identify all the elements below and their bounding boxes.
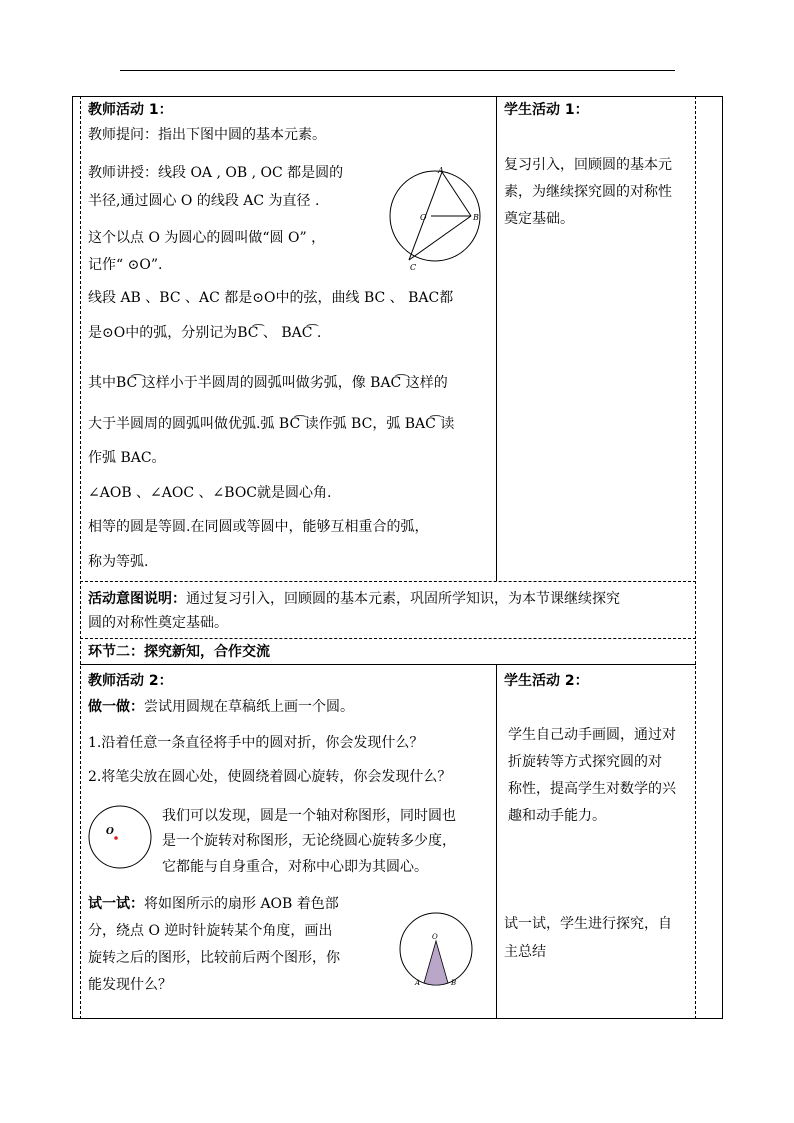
question-2: 2.将笔尖放在圆心处，使圆绕着圆心旋转，你会发现什么？ (88, 769, 452, 785)
label-c: C (410, 263, 417, 272)
sector-label-a: A (415, 979, 421, 987)
stage-2-title: 环节二：探究新知，合作交流 (88, 644, 270, 660)
teacher-text-line: 是⊙O中的弧，分别记为BC͡ 、 BAC͡ . (88, 325, 322, 341)
try-label: 试一试： (88, 896, 144, 912)
teacher-text-line: 半径,通过圆心 O 的线段 AC 为直径 . (88, 193, 320, 209)
finding-line: 它都能与自身重合，对称中心即为其圆心。 (162, 859, 428, 875)
student-try-line: 试一试，学生进行探究，自 (504, 916, 672, 932)
sector-label-o: O (432, 933, 438, 941)
column-divider-2 (496, 664, 497, 1019)
student-text-line: 复习引入，回顾圆的基本元 (504, 157, 672, 173)
teacher-activity-1-title: 教师活动 1： (88, 102, 173, 118)
teacher-text-line: 大于半圆周的圆弧叫做优弧.弧 BC͡ 读作弧 BC，弧 BAC͡ 读 (88, 416, 455, 432)
student-text-line: 奠定基础。 (504, 211, 574, 227)
row-divider-intent-top (80, 581, 696, 582)
teacher-text-line: ∠AOB 、∠AOC 、∠BOC就是圆心角. (88, 485, 332, 501)
doit-line: 做一做：尝试用圆规在草稿纸上画一个圆。 (88, 699, 354, 715)
row-divider-stage-top (80, 638, 696, 639)
finding-line: 我们可以发现，圆是一个轴对称图形，同时圆也 (162, 808, 456, 824)
student-try-line: 主总结 (504, 944, 546, 960)
label-b: B (473, 213, 479, 222)
teacher-text-line: 记作“ ⊙O”. (88, 257, 163, 273)
try-line: 旋转之后的图形，比较前后两个图形，你 (88, 950, 340, 966)
teacher-text-line: 教师提问：指出下图中圆的基本元素。 (88, 127, 326, 143)
student-activity-2-title: 学生活动 2： (504, 673, 589, 689)
intent-line-2: 圆的对称性奠定基础。 (88, 615, 228, 631)
circle-diagram (384, 164, 490, 272)
try-line: 试一试：将如图所示的扇形 AOB 着色部 (88, 896, 339, 912)
student-activity-1-title: 学生活动 1： (504, 102, 589, 118)
teacher-text-line: 其中BC͡ 这样小于半圆周的圆弧叫做劣弧，像 BAC͡ 这样的 (88, 375, 448, 391)
column-divider-1 (496, 96, 497, 581)
teacher-text-line: 教师讲授：线段 OA , OB , OC 都是圆的 (88, 165, 344, 181)
teacher-activity-2-title: 教师活动 2： (88, 673, 173, 689)
label-o: O (420, 213, 427, 222)
doit-label: 做一做： (88, 699, 144, 715)
teacher-text-line: 作弧 BAC。 (88, 450, 166, 466)
row-divider-stage-bottom (80, 664, 696, 665)
header-rule (120, 70, 675, 71)
intent-line-1: 活动意图说明：通过复习引入，回顾圆的基本元素，巩固所学知识，为本节课继续探究 (88, 591, 620, 607)
student-text-line: 学生自己动手画圆，通过对 (508, 727, 676, 743)
sector-label-b: B (451, 979, 457, 987)
teacher-text-line: 相等的圆是等圆.在同圆或等圆中，能够互相重合的弧， (88, 519, 429, 535)
teacher-text-line: 称为等弧. (88, 554, 149, 570)
teacher-text-line: 线段 AB 、BC 、AC 都是⊙O中的弦，曲线 BC 、 BAC都 (88, 290, 454, 306)
try-line: 分，绕点 O 逆时针旋转某个角度，画出 (88, 923, 333, 939)
intent-label: 活动意图说明： (88, 591, 186, 607)
small-circle-diagram (86, 801, 156, 871)
sector-aob (424, 941, 448, 985)
sector-diagram (396, 911, 476, 989)
try-line: 能发现什么？ (88, 977, 172, 993)
question-1: 1.沿着任意一条直径将手中的圆对折，你会发现什么？ (88, 735, 424, 751)
label-a: A (438, 166, 444, 175)
student-text-line: 称性，提高学生对数学的兴 (508, 781, 676, 797)
finding-line: 是一个旋转对称图形，无论绕圆心旋转多少度， (162, 833, 456, 849)
student-text-line: 素，为继续探究圆的对称性 (504, 184, 672, 200)
student-text-line: 趣和动手能力。 (508, 808, 606, 824)
teacher-text-line: 这个以点 O 为圆心的圆叫做“圆 O” ， (88, 230, 326, 246)
small-circle-label-o: O (106, 827, 114, 837)
student-text-line: 折旋转等方式探究圆的对 (508, 754, 662, 770)
